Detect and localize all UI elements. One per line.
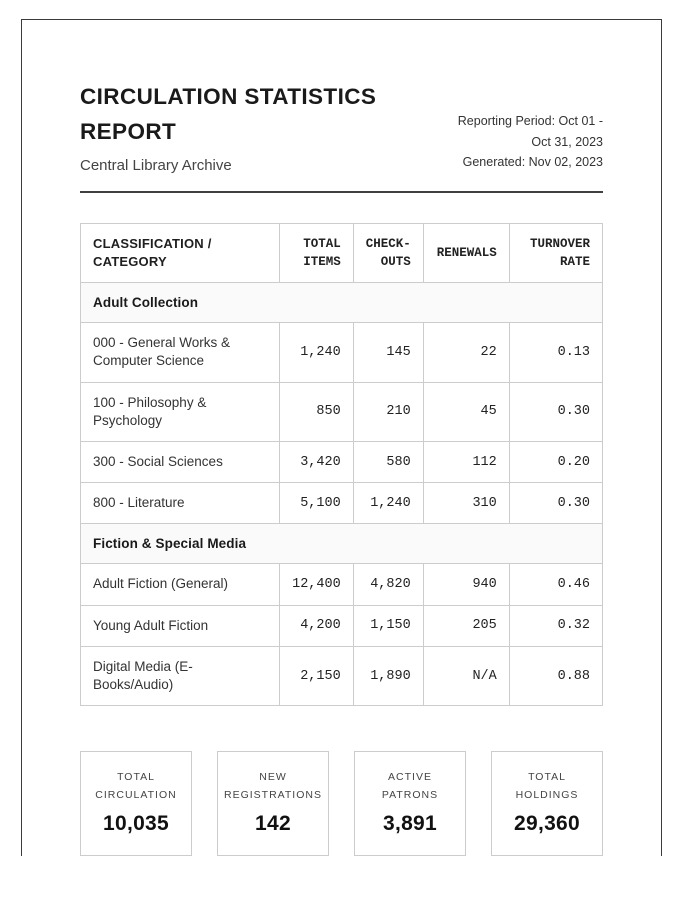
- col-classification: CLASSIFICATION / CATEGORY: [81, 223, 280, 282]
- summary-card: [354, 751, 466, 856]
- summary-card-label: TOTAL HOLDINGS: [515, 771, 579, 802]
- generated-date: Generated: Nov 02, 2023: [462, 155, 603, 170]
- summary-card-value: 10,035: [102, 812, 170, 835]
- summary-card-value: 29,360: [513, 812, 581, 835]
- value-cell: 12,400: [280, 564, 354, 605]
- value-cell: N/A: [423, 646, 509, 705]
- summary-card-label: NEW REGISTRATIONS: [224, 771, 322, 802]
- page-title: CIRCULATION STATISTICS REPORT: [80, 84, 377, 144]
- value-cell: 3,420: [280, 442, 354, 483]
- report-header: [80, 80, 603, 174]
- value-cell: 145: [353, 323, 423, 382]
- value-cell: 0.30: [509, 483, 602, 524]
- summary-card: [491, 751, 603, 856]
- table-section-row: [81, 283, 603, 323]
- category-cell: 100 - Philosophy & Psychology: [81, 382, 280, 441]
- category-cell: Adult Fiction (General): [81, 564, 280, 605]
- summary-card-label: TOTAL CIRCULATION: [95, 771, 177, 802]
- report-meta: [433, 111, 603, 174]
- table-row: [81, 323, 603, 382]
- summary-card-value: 3,891: [382, 812, 438, 835]
- table-body: [81, 283, 603, 706]
- header-divider: [80, 191, 603, 193]
- value-cell: 205: [423, 605, 509, 646]
- value-cell: 0.46: [509, 564, 602, 605]
- table-row: [81, 442, 603, 483]
- value-cell: 1,240: [353, 483, 423, 524]
- value-cell: 0.20: [509, 442, 602, 483]
- col-total-items: TOTAL ITEMS: [280, 223, 354, 282]
- value-cell: 45: [423, 382, 509, 441]
- table-row: [81, 483, 603, 524]
- value-cell: 0.13: [509, 323, 602, 382]
- section-label: Adult Collection: [81, 283, 603, 323]
- reporting-period-line1: Reporting Period: Oct 01 -: [457, 113, 603, 128]
- table-row: [81, 564, 603, 605]
- value-cell: 2,150: [280, 646, 354, 705]
- table-header: [81, 223, 603, 282]
- value-cell: 4,820: [353, 564, 423, 605]
- summary-card: [80, 751, 192, 856]
- col-turnover-rate: TURNOVER RATE: [509, 223, 602, 282]
- value-cell: 580: [353, 442, 423, 483]
- value-cell: 0.88: [509, 646, 602, 705]
- category-cell: 300 - Social Sciences: [81, 442, 280, 483]
- section-label: Fiction & Special Media: [81, 524, 603, 564]
- summary-card-value: 142: [255, 812, 291, 835]
- value-cell: 4,200: [280, 605, 354, 646]
- value-cell: 0.30: [509, 382, 602, 441]
- value-cell: 1,890: [353, 646, 423, 705]
- circulation-table: [80, 223, 603, 707]
- table-header-row: [81, 223, 603, 282]
- report-page: [21, 19, 662, 856]
- table-row: [81, 646, 603, 705]
- value-cell: 22: [423, 323, 509, 382]
- value-cell: 112: [423, 442, 509, 483]
- category-cell: Young Adult Fiction: [81, 605, 280, 646]
- summary-card: [217, 751, 329, 856]
- value-cell: 5,100: [280, 483, 354, 524]
- value-cell: 850: [280, 382, 354, 441]
- col-renewals: RENEWALS: [423, 223, 509, 282]
- value-cell: 1,240: [280, 323, 354, 382]
- summary-card-label: ACTIVE PATRONS: [381, 771, 439, 802]
- table-row: [81, 382, 603, 441]
- reporting-period-line2: Oct 31, 2023: [531, 134, 603, 149]
- category-cell: Digital Media (E-Books/Audio): [81, 646, 280, 705]
- value-cell: 210: [353, 382, 423, 441]
- value-cell: 1,150: [353, 605, 423, 646]
- value-cell: 940: [423, 564, 509, 605]
- col-checkouts: CHECK-OUTS: [353, 223, 423, 282]
- title-block: [80, 80, 433, 174]
- table-section-row: [81, 524, 603, 564]
- category-cell: 800 - Literature: [81, 483, 280, 524]
- summary-cards: [80, 751, 603, 856]
- value-cell: 310: [423, 483, 509, 524]
- table-row: [81, 605, 603, 646]
- value-cell: 0.32: [509, 605, 602, 646]
- category-cell: 000 - General Works & Computer Science: [81, 323, 280, 382]
- report-subtitle: Central Library Archive: [80, 156, 232, 174]
